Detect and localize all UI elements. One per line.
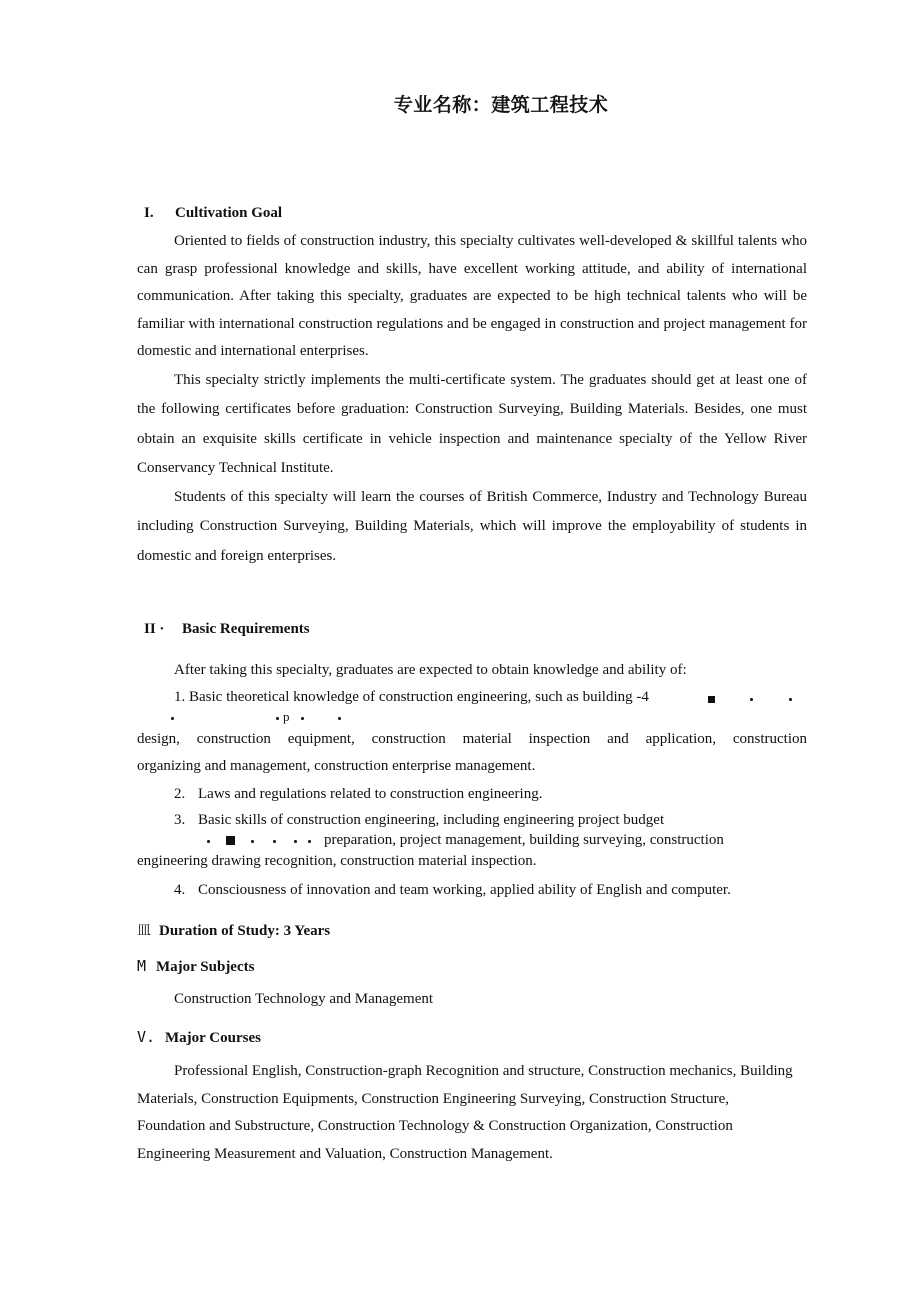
section-heading-major-subjects [137,957,254,976]
section-title: Duration of Study: 3 Years [159,923,331,939]
item-text: Basic skills of construction engineering, including engineering project budget [198,812,665,828]
ocr-artifact-dot [273,840,276,843]
major-subjects-text: Construction Technology and Management [174,991,434,1007]
section-number: I. [144,205,154,221]
ocr-artifact-dot [301,717,304,720]
section-title: Major Subjects [156,959,255,975]
requirement-item-2 [174,786,542,803]
item-number: 4. [174,882,186,898]
paragraph-cultivation-goal-2: This specialty strictly implements the multi-certificate system. The graduates should get at least one of the following certificates before graduation: Construction Surveying, Building Materials. Besides, one must obtain an exquisite skills certificate in vehicle inspection and maintenance specialty of the Yellow River Conservancy Technical Institute. [137,372,807,476]
ocr-artifact-dot [294,840,297,843]
ocr-artifact-dot [171,717,174,720]
requirement-item-3-line-1 [174,812,664,829]
section-title: Basic Requirements [182,621,310,637]
ocr-artifact-dot [789,698,792,701]
ocr-artifact-dot [207,840,210,843]
section-heading-cultivation-goal [144,205,282,222]
paragraph-cultivation-goal-3: Students of this specialty will learn the courses of British Commerce, Industry and Technology Bureau including Construction Surveying, Building Materials, which will improve the employability of students in domestic and foreign enterprises. [137,489,807,564]
section-title: Cultivation Goal [175,205,283,221]
ocr-artifact-dot [276,717,279,720]
ocr-artifact-dot [338,717,341,720]
item-text: Laws and regulations related to construction engineering. [198,786,543,802]
item-number: 3. [174,812,186,828]
item-number: 2. [174,786,186,802]
requirement-item-1-line-3: organizing and management, construction enterprise management. [137,758,536,774]
ocr-artifact-square [708,696,715,703]
section-number: M [137,957,147,975]
ocr-artifact-dot [308,840,311,843]
section-number: V. [137,1028,156,1046]
requirement-item-3-line-3: engineering drawing recognition, construction material inspection. [137,853,537,869]
requirement-item-4 [174,882,731,899]
ocr-artifact-letter: p [283,709,290,724]
section-number: 皿 [137,923,151,939]
ocr-artifact-square [226,836,235,845]
document-title: 专业名称：建筑工程技术 [393,94,609,116]
paragraph-cultivation-goal-1: Oriented to fields of construction industry, this specialty cultivates well-developed & skillful talents who can grasp professional knowledge and skills, have excellent working attitude, and ability of international communication. After taking this specialty, graduates are expected to be high technical talents who will be familiar with international construction regulations and be engaged in construction and project management for domestic and international enterprises. [137,233,807,360]
section-heading-basic-requirements [144,621,310,638]
section-heading-major-courses [137,1028,261,1047]
requirement-item-3-line-2: preparation, project management, building surveying, construction [324,832,724,848]
major-courses-text: Professional English, Construction-graph Recognition and structure, Construction mechanics, Building Materials, Construction Equipments, Construction Engineering Surveying, Construction Structure, Foundation and Substructure, Construction Technology & Construction Organization, Construction Engineering Measurement and Valuation, Construction Management. [137,1063,793,1162]
requirement-item-1-line-1: 1. Basic theoretical knowledge of construction engineering, such as building -4 [174,689,649,705]
section-heading-duration [137,920,330,940]
requirements-intro: After taking this specialty, graduates are expected to obtain knowledge and ability of: [174,662,687,678]
requirement-item-1-line-2: design, construction equipment, construction material inspection and application, construction [137,731,807,747]
item-text: Consciousness of innovation and team working, applied ability of English and computer. [198,882,731,898]
section-title: Major Courses [165,1030,261,1046]
ocr-artifact-dot [750,698,753,701]
ocr-artifact-dot [251,840,254,843]
section-number: II · [144,621,165,637]
